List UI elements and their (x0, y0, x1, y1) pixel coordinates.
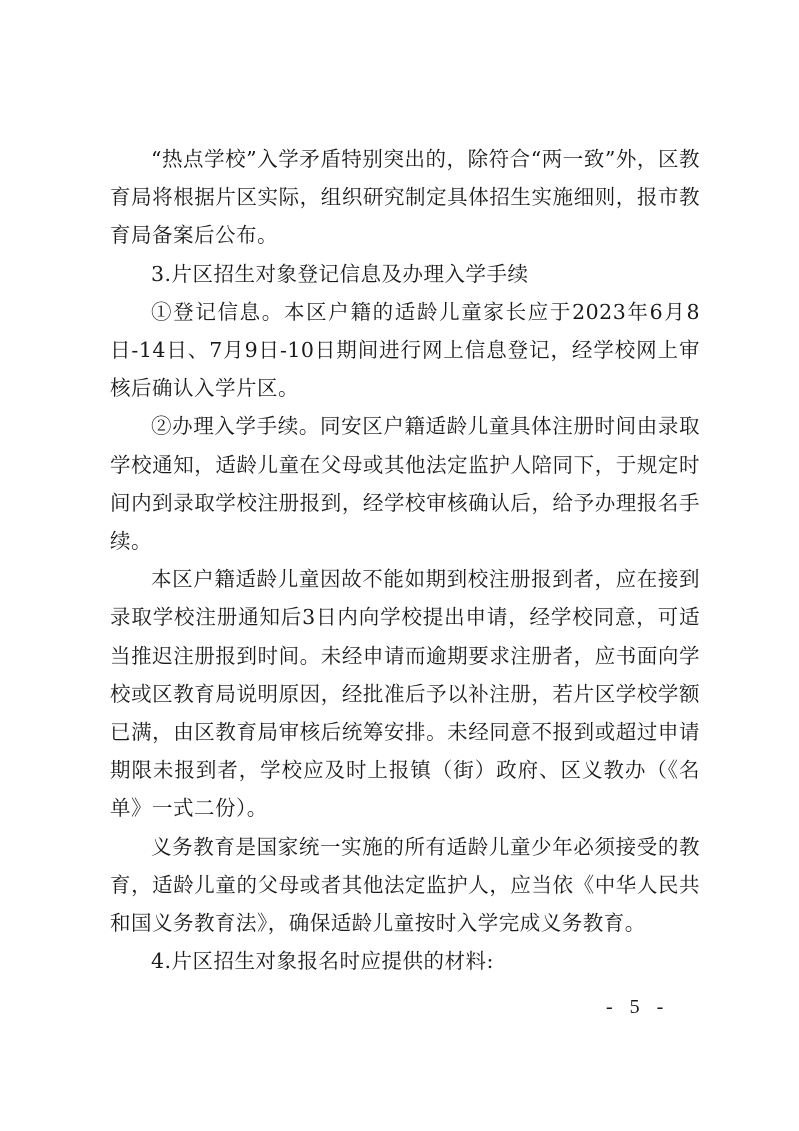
paragraph-compulsory-education: 义务教育是国家统一实施的所有适龄儿童少年必须接受的教育，适龄儿童的父母或者其他法定监护人，应当依《中华人民共和国义务教育法》，确保适龄儿童按时入学完成义务教育。 (110, 834, 700, 936)
document-body (110, 140, 700, 980)
paragraph-enrollment-procedure: ②办理入学手续。同安区户籍适龄儿童具体注册时间由录取学校通知，适龄儿童在父母或其他法定监护人陪同下，于规定时间内到录取学校注册报到，经学校审核确认后，给予办理报名手续。 (110, 414, 700, 554)
section-heading-3: 3.片区招生对象登记信息及办理入学手续 (151, 261, 529, 286)
paragraph-register-info: ①登记信息。本区户籍的适龄儿童家长应于2023年6月8日-14日、7月9日-10日期间进行网上信息登记，经学校网上审核后确认入学片区。 (110, 299, 700, 401)
page-number: - 5 - (606, 996, 670, 1018)
paragraph-hotspot-schools: “热点学校”入学矛盾特别突出的，除符合“两一致”外，区教育局将根据片区实际，组织研究制定具体招生实施细则，报市教育局备案后公布。 (110, 147, 700, 248)
section-heading-4: 4.片区招生对象报名时应提供的材料: (151, 949, 494, 974)
paragraph-delayed-registration: 本区户籍适龄儿童因故不能如期到校注册报到者，应在接到录取学校注册通知后3日内向学校提出申请，经学校同意，可适当推迟注册报到时间。未经申请而逾期要求注册者，应书面向学校或区教育局说明原因，经批准后予以补注册，若片区学校学额已满，由区教育局审核后统筹安排。未经同意不报到或超过申请期限未报到者，学校应及时上报镇（街）政府、区义教办（《名单》一式二份）。 (110, 567, 700, 821)
